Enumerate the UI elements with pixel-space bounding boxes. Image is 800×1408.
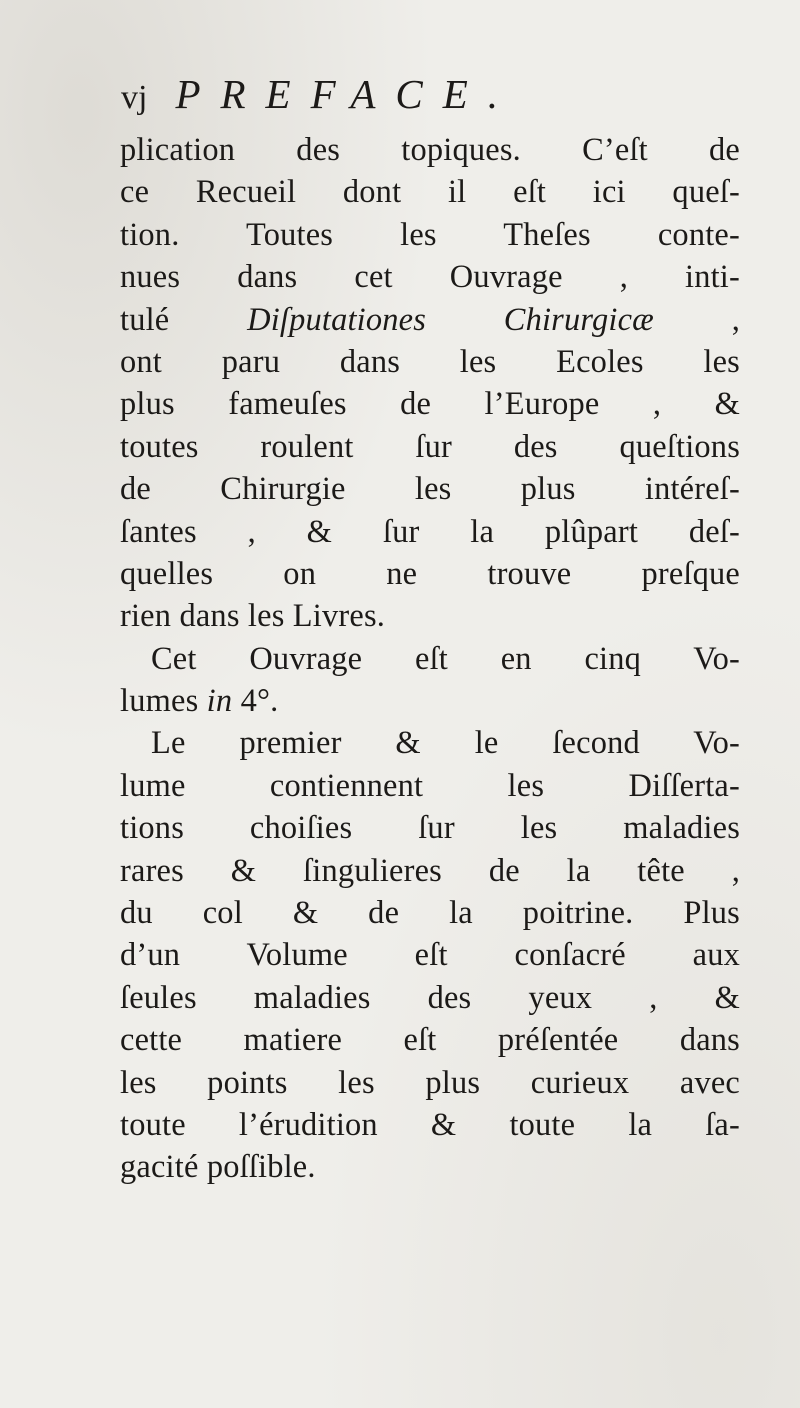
page-number: vj	[121, 79, 148, 116]
paragraph-start-line: Cet Ouvrage eſt en cinq Vo-	[151, 640, 740, 677]
text-segment: tulé	[120, 301, 248, 338]
format-italic: in	[206, 683, 233, 720]
text-line: cette matiere eſt préſentée dans	[120, 1022, 740, 1059]
text-line: tion. Toutes les Theſes conte-	[120, 216, 740, 253]
text-line: gacité poſſible.	[120, 1149, 316, 1186]
text-line: ont paru dans les Ecoles les	[120, 343, 740, 380]
text-line: toute l’érudition & toute la ſa-	[120, 1106, 740, 1143]
text-line: rien dans les Livres.	[120, 598, 386, 635]
text-segment: 4°.	[232, 683, 279, 720]
text-line: plus fameuſes de l’Europe , &	[120, 386, 740, 423]
text-line: rares & ſingulieres de la tête ,	[120, 852, 740, 889]
body-text	[120, 129, 740, 1189]
text-line: tions choiſies ſur les maladies	[120, 810, 740, 847]
text-line: d’un Volume eſt conſacré aux	[120, 937, 740, 974]
text-line: toutes roulent ſur des queſtions	[120, 428, 740, 465]
text-segment: ,	[653, 301, 740, 338]
text-line: plication des topiques. C’eſt de	[120, 132, 740, 168]
text-line: du col & de la poitrine. Plus	[120, 895, 740, 932]
text-line: quelles on ne trouve preſque	[120, 555, 740, 592]
text-line	[120, 299, 740, 341]
page-header	[121, 70, 518, 130]
running-title: PREFACE.	[175, 71, 519, 117]
text-line: ce Recueil dont il eſt ici queſ-	[120, 174, 740, 211]
text-line: nues dans cet Ouvrage , inti-	[120, 259, 740, 296]
text-line: les points les plus curieux avec	[120, 1064, 740, 1101]
text-line: ſeules maladies des yeux , &	[120, 979, 740, 1016]
text-line: ſantes , & ſur la plûpart deſ-	[120, 513, 740, 550]
paragraph-start-line: Le premier & le ſecond Vo-	[151, 725, 740, 762]
text-line: de Chirurgie les plus intéreſ-	[120, 471, 740, 508]
text-line	[120, 680, 740, 722]
text-line: lume contiennent les Diſſerta-	[120, 767, 740, 804]
book-title-italic: Diſputationes Chirurgicæ	[247, 301, 654, 338]
text-segment: lumes	[120, 683, 207, 720]
